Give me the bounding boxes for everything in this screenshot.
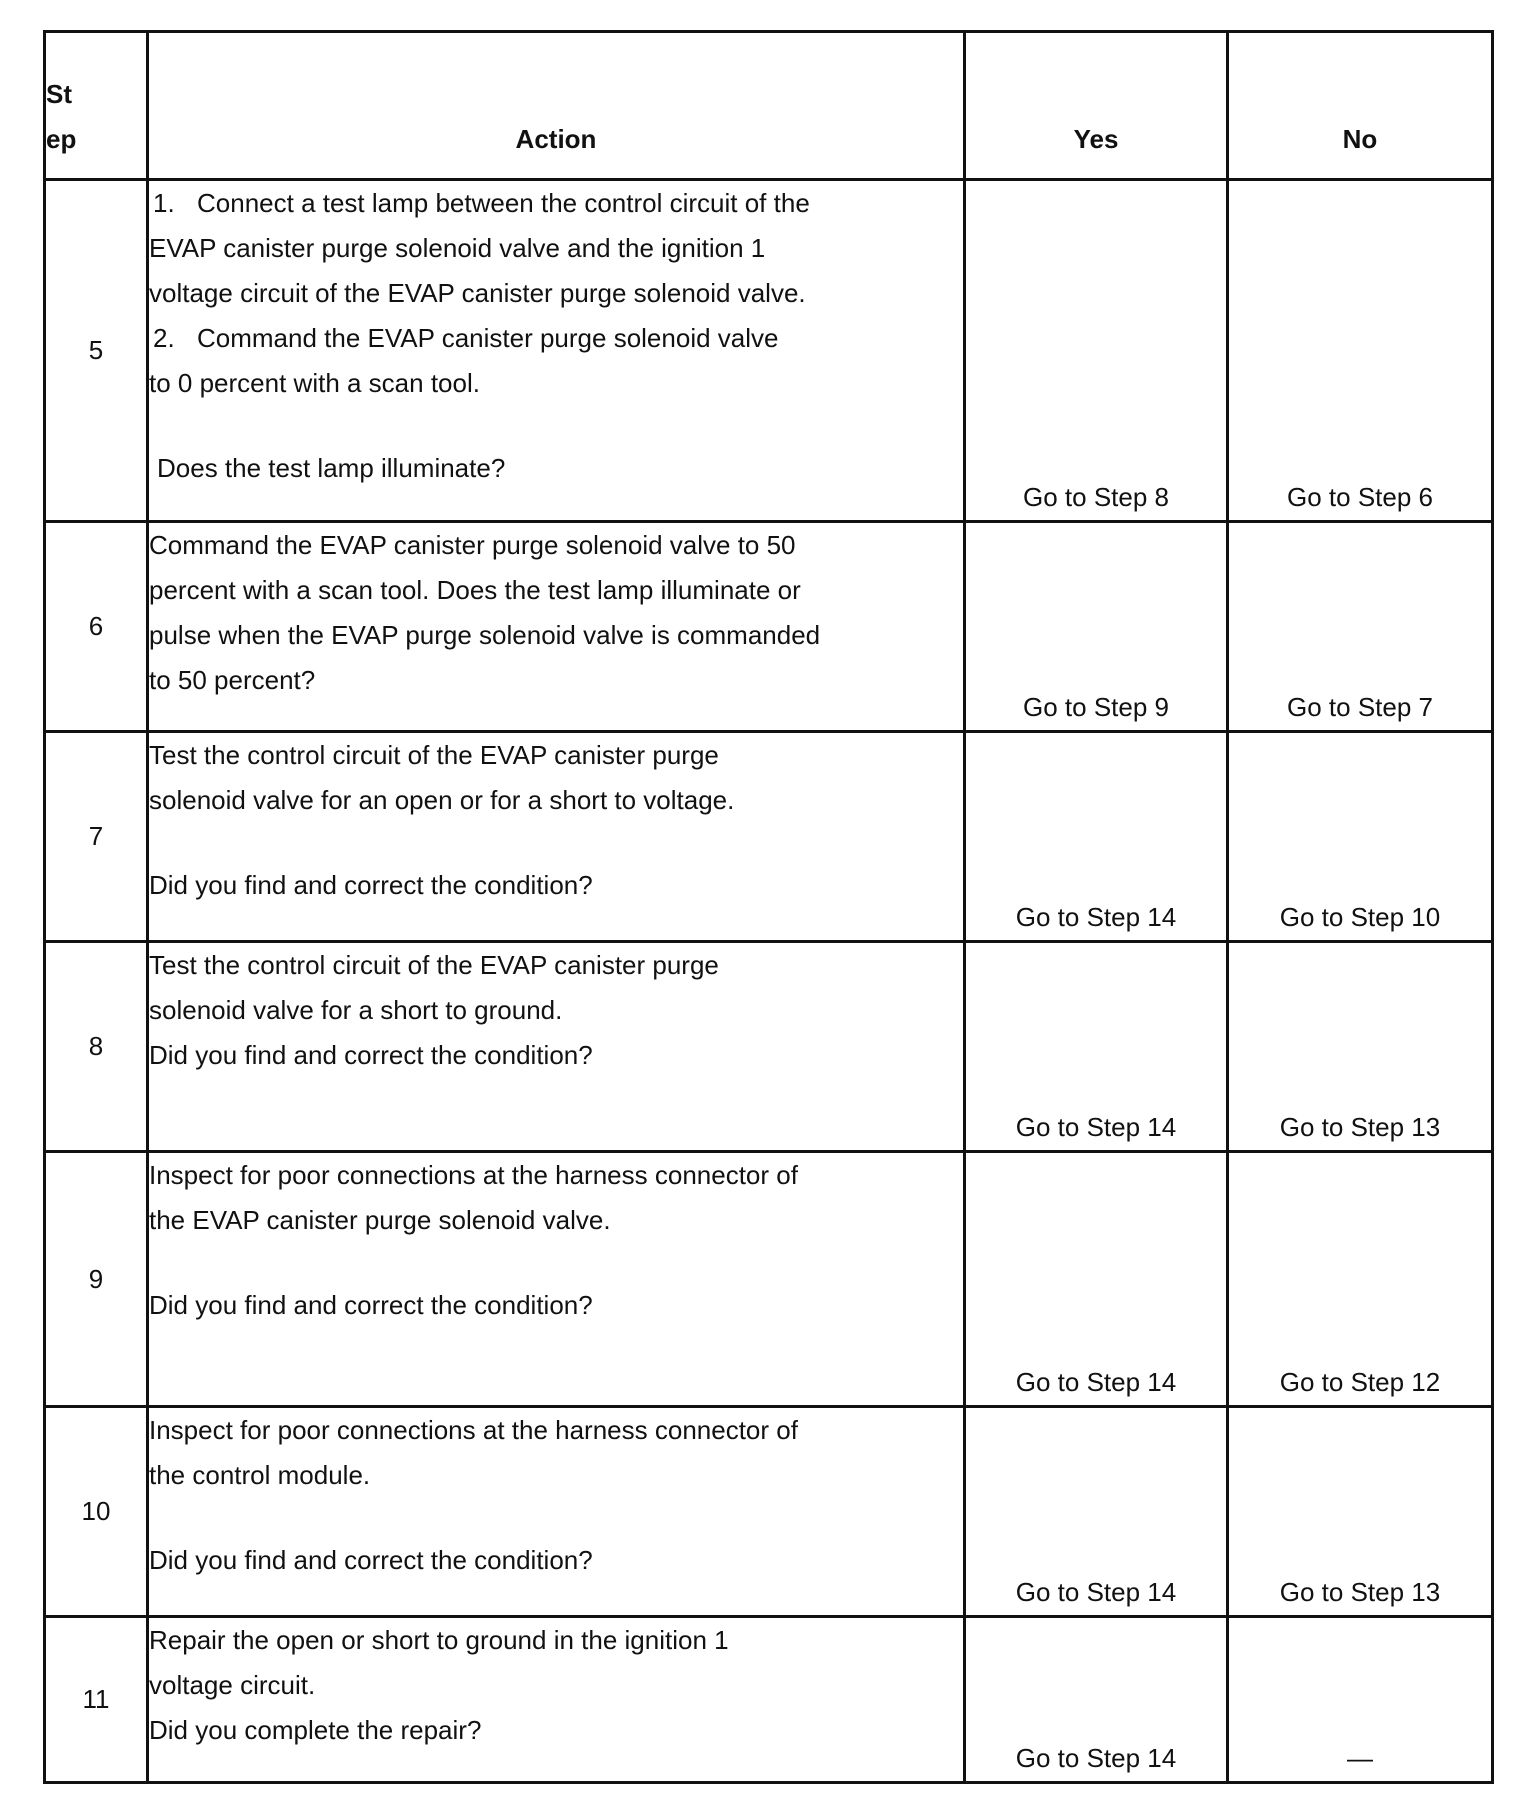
action-line: Did you find and correct the condition?: [149, 1040, 593, 1070]
table-row: [45, 942, 1493, 1152]
action-line: Did you complete the repair?: [149, 1715, 482, 1745]
step-number: 10: [45, 1407, 148, 1617]
action-cell: [148, 942, 965, 1152]
action-line: pulse when the EVAP purge solenoid valve is commanded: [149, 620, 821, 650]
action-line: Repair the open or short to ground in the ignition 1: [149, 1625, 729, 1655]
action-line: [149, 316, 963, 361]
action-cell: [148, 522, 965, 732]
diagnostic-steps-table: [43, 30, 1494, 1784]
action-line: Test the control circuit of the EVAP canister purge: [149, 740, 719, 770]
action-line: to 50 percent?: [149, 665, 316, 695]
table-row: [45, 1407, 1493, 1617]
action-line: the control module.: [149, 1460, 371, 1490]
action-line: solenoid valve for an open or for a short to voltage.: [149, 785, 735, 815]
action-line: percent with a scan tool. Does the test lamp illuminate or: [149, 575, 801, 605]
step-header-line-2: ep: [46, 124, 77, 154]
step-number: 7: [45, 732, 148, 942]
yes-result: Go to Step 14: [965, 1617, 1228, 1783]
action-question: Does the test lamp illuminate?: [157, 453, 506, 483]
action-line: Test the control circuit of the EVAP canister purge: [149, 950, 719, 980]
action-cell: [148, 1152, 965, 1407]
action-cell: [148, 732, 965, 942]
yes-result: Go to Step 9: [965, 522, 1228, 732]
action-line: [149, 181, 963, 226]
yes-result: Go to Step 8: [965, 180, 1228, 522]
action-line: EVAP canister purge solenoid valve and the ignition 1: [149, 233, 766, 263]
action-line: Command the EVAP canister purge solenoid valve to 50: [149, 530, 796, 560]
no-result: —: [1228, 1617, 1493, 1783]
action-cell: [148, 1617, 965, 1783]
action-line: voltage circuit.: [149, 1670, 316, 1700]
no-result: Go to Step 10: [1228, 732, 1493, 942]
table-row: [45, 522, 1493, 732]
yes-result: Go to Step 14: [965, 732, 1228, 942]
action-line: Inspect for poor connections at the harness connector of: [149, 1415, 798, 1445]
step-number: 6: [45, 522, 148, 732]
action-text: Command the EVAP canister purge solenoid valve: [197, 323, 779, 353]
action-text: Connect a test lamp between the control circuit of the: [197, 188, 810, 218]
action-question: Did you find and correct the condition?: [149, 1290, 593, 1320]
step-number: 5: [45, 180, 148, 522]
yes-result: Go to Step 14: [965, 1407, 1228, 1617]
step-number: 9: [45, 1152, 148, 1407]
action-line: solenoid valve for a short to ground.: [149, 995, 563, 1025]
no-result: Go to Step 6: [1228, 180, 1493, 522]
step-number: 8: [45, 942, 148, 1152]
yes-result: Go to Step 14: [965, 942, 1228, 1152]
list-number: 1.: [153, 188, 175, 218]
no-result: Go to Step 12: [1228, 1152, 1493, 1407]
action-column-header: Action: [148, 32, 965, 180]
action-question: Did you find and correct the condition?: [149, 870, 593, 900]
action-line: the EVAP canister purge solenoid valve.: [149, 1205, 611, 1235]
yes-result: Go to Step 14: [965, 1152, 1228, 1407]
action-cell: [148, 1407, 965, 1617]
action-line: voltage circuit of the EVAP canister purge solenoid valve.: [149, 278, 806, 308]
no-column-header: No: [1228, 32, 1493, 180]
no-result: Go to Step 7: [1228, 522, 1493, 732]
action-line: to 0 percent with a scan tool.: [149, 368, 480, 398]
table-row: [45, 180, 1493, 522]
no-result: Go to Step 13: [1228, 942, 1493, 1152]
step-header-line-1: St: [46, 79, 72, 109]
list-number: 2.: [153, 323, 175, 353]
table-row: [45, 1152, 1493, 1407]
no-result: Go to Step 13: [1228, 1407, 1493, 1617]
table-row: [45, 732, 1493, 942]
action-line: Inspect for poor connections at the harness connector of: [149, 1160, 798, 1190]
table-header-row: [45, 32, 1493, 180]
table-row: [45, 1617, 1493, 1783]
action-cell: [148, 180, 965, 522]
step-number: 11: [45, 1617, 148, 1783]
step-column-header: [45, 32, 148, 180]
action-question: Did you find and correct the condition?: [149, 1545, 593, 1575]
yes-column-header: Yes: [965, 32, 1228, 180]
